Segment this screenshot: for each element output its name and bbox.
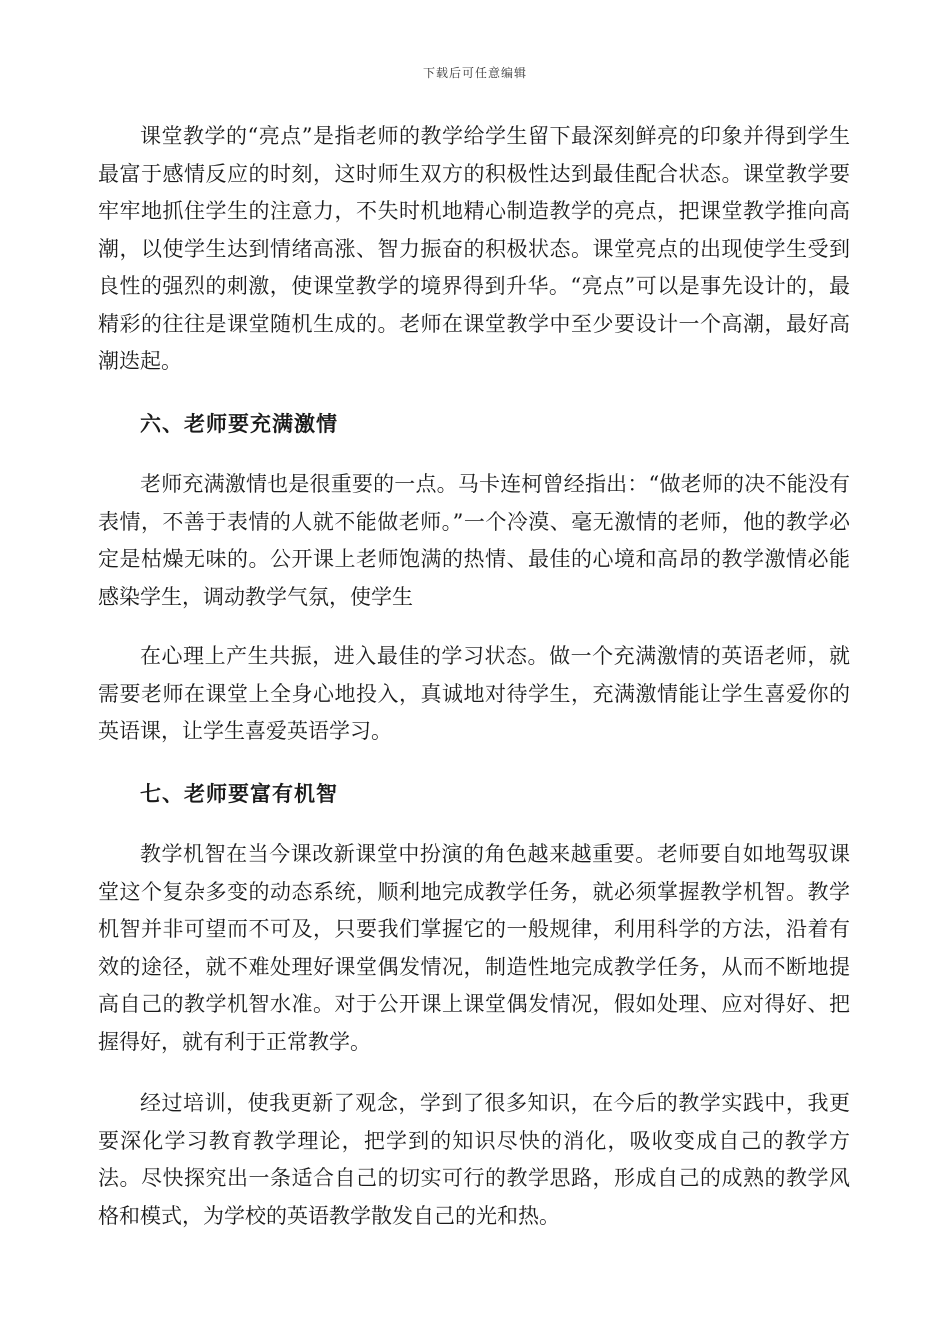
page-header: 下载后可任意编辑	[422, 66, 527, 80]
paragraph-highlights: 课堂教学的“亮点”是指老师的教学给学生留下最深刻鲜亮的印象并得到学生最富于感情反应的时刻，这时师生双方的积极性达到最佳配合状态。课堂教学要牢牢地抓住学生的注意力，不失时机地精心制造教学的亮点，把课堂教学推向高潮，以使学生达到情绪高涨、智力振奋的积极状态。课堂亮点的出现使学生受到良性的强烈的刺激，使课堂教学的境界得到升华。“亮点”可以是事先设计的，最精彩的往往是课堂随机生成的。老师在课堂教学中至少要设计一个高潮，最好高潮迭起。	[98, 124, 850, 373]
document-body	[98, 118, 850, 1235]
paragraph-passion-continued: 在心理上产生共振，进入最佳的学习状态。做一个充满激情的英语老师，就需要老师在课堂上全身心地投入，真诚地对待学生，充满激情能让学生喜爱你的英语课，让学生喜爱英语学习。	[98, 644, 850, 743]
section-heading-6: 六、老师要充满激情	[140, 410, 338, 436]
paragraph-conclusion: 经过培训，使我更新了观念，学到了很多知识，在今后的教学实践中，我更要深化学习教育教学理论，把学到的知识尽快的消化，吸收变成自己的教学方法。尽快探究出一条适合自己的切实可行的教学思路，形成自己的成熟的教学风格和模式，为学校的英语教学散发自己的光和热。	[98, 1091, 850, 1228]
section-heading-7: 七、老师要富有机智	[140, 780, 338, 806]
paragraph-wisdom: 教学机智在当今课改新课堂中扮演的角色越来越重要。老师要自如地驾驭课堂这个复杂多变的动态系统，顺利地完成教学任务，就必须掌握教学机智。教学机智并非可望而不可及，只要我们掌握它的一般规律，利用科学的方法，沿着有效的途径，就不难处理好课堂偶发情况，制造性地完成教学任务，从而不断地提高自己的教学机智水准。对于公开课上课堂偶发情况，假如处理、应对得好、把握得好，就有利于正常教学。	[98, 842, 850, 1054]
paragraph-passion: 老师充满激情也是很重要的一点。马卡连柯曾经指出：“做老师的决不能没有表情，不善于表情的人就不能做老师。”一个冷漠、毫无激情的老师，他的教学必定是枯燥无味的。公开课上老师饱满的热情、最佳的心境和高昂的教学激情必能感染学生，调动教学气氛，使学生	[98, 472, 850, 609]
